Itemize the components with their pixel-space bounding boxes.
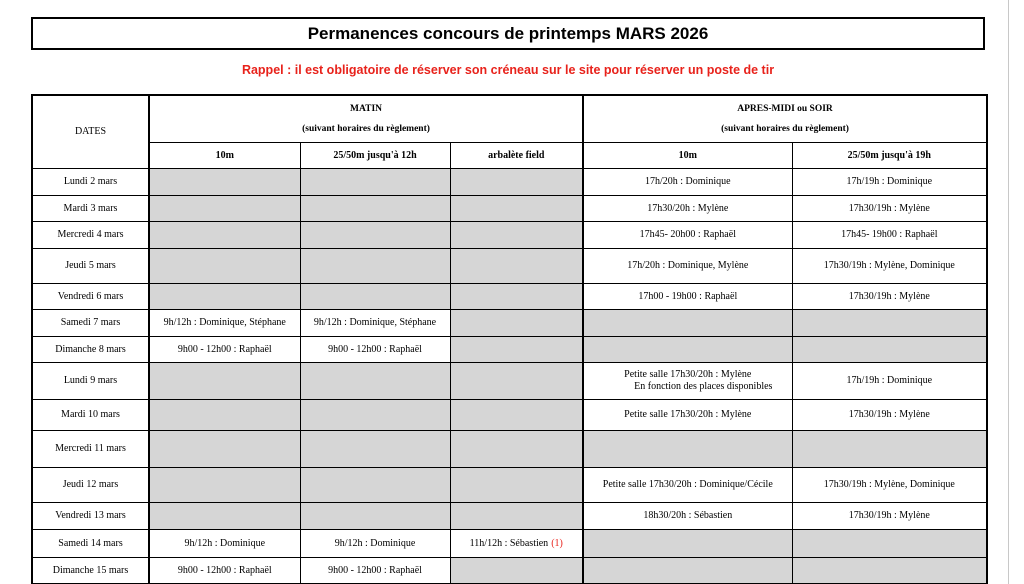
row-date: Jeudi 5 mars	[32, 248, 149, 283]
cell-arbalete	[450, 399, 583, 430]
cell-text: 18h30/20h : Sébastien	[643, 510, 733, 521]
row-date: Mardi 3 mars	[32, 195, 149, 221]
cell-text: 17h30/19h : Mylène	[848, 290, 930, 302]
cell-arbalete	[450, 430, 583, 467]
table-row	[32, 557, 987, 583]
header-matin-sub: (suivant horaires du règlement)	[302, 123, 430, 134]
row-date: Samedi 7 mars	[32, 309, 149, 336]
table-row	[32, 529, 987, 557]
cell-arbalete	[450, 195, 583, 221]
row-date: Lundi 9 mars	[32, 362, 149, 399]
cell-aprem-2550m	[792, 399, 987, 430]
cell-matin-2550m	[300, 430, 450, 467]
cell-arbalete	[450, 248, 583, 283]
col-header-10m-matin: 10m	[149, 142, 300, 168]
cell-text-note: En fonction des places disponibles	[634, 380, 773, 392]
cell-text: 9h/12h : Dominique	[334, 537, 416, 549]
cell-matin-2550m	[300, 283, 450, 309]
cell-aprem-10m	[583, 195, 792, 221]
cell-matin-10m	[149, 557, 300, 583]
cell-text: 17h/19h : Dominique	[846, 176, 933, 187]
cell-aprem-2550m	[792, 195, 987, 221]
cell-text: 17h/20h : Dominique	[645, 176, 731, 187]
page-edge	[1008, 0, 1009, 584]
cell-aprem-10m	[583, 168, 792, 195]
cell-matin-10m	[149, 502, 300, 529]
table-row	[32, 248, 987, 283]
cell-text: 9h00 - 12h00 : Raphaël	[177, 343, 272, 355]
table-row	[32, 195, 987, 221]
table-row	[32, 399, 987, 430]
cell-text: 17h30/19h : Mylène, Dominique	[823, 479, 955, 490]
cell-text: Petite salle 17h30/20h : Mylène	[624, 409, 752, 420]
cell-matin-10m	[149, 195, 300, 221]
table-row	[32, 467, 987, 502]
table-row	[32, 362, 987, 399]
cell-aprem-10m	[583, 399, 792, 430]
cell-text: 17h45- 19h00 : Raphaël	[841, 229, 938, 240]
cell-text: 9h/12h : Dominique	[184, 537, 266, 549]
cell-matin-2550m	[300, 399, 450, 430]
row-date: Jeudi 12 mars	[32, 467, 149, 502]
cell-matin-10m	[149, 399, 300, 430]
cell-aprem-10m	[583, 221, 792, 248]
cell-aprem-10m	[583, 283, 792, 309]
header-aprem	[583, 95, 987, 142]
page-title	[31, 17, 985, 50]
cell-arbalete	[450, 362, 583, 399]
row-date: Mercredi 4 mars	[32, 221, 149, 248]
cell-matin-10m	[149, 362, 300, 399]
cell-matin-10m	[149, 168, 300, 195]
cell-arbalete	[450, 221, 583, 248]
cell-arbalete	[450, 557, 583, 583]
cell-aprem-2550m	[792, 248, 987, 283]
cell-matin-10m	[149, 283, 300, 309]
cell-text: 9h/12h : Dominique, Stéphane	[313, 317, 437, 328]
cell-matin-2550m	[300, 336, 450, 362]
cell-aprem-10m	[583, 248, 792, 283]
row-date: Lundi 2 mars	[32, 168, 149, 195]
cell-aprem-2550m	[792, 309, 987, 336]
row-date: Vendredi 13 mars	[32, 502, 149, 529]
cell-matin-10m	[149, 529, 300, 557]
row-date: Mardi 10 mars	[32, 399, 149, 430]
cell-aprem-2550m	[792, 529, 987, 557]
row-date: Mercredi 11 mars	[32, 430, 149, 467]
reminder-notice: Rappel : il est obligatoire de réserver son créneau sur le site pour réserver un poste de tir	[241, 63, 775, 77]
row-date: Dimanche 15 mars	[32, 557, 149, 583]
cell-matin-10m	[149, 309, 300, 336]
cell-matin-10m	[149, 430, 300, 467]
cell-matin-10m	[149, 336, 300, 362]
col-header-2550-matin: 25/50m jusqu'à 12h	[300, 142, 450, 168]
cell-text: 17h30/19h : Mylène	[848, 409, 930, 420]
cell-text: 9h00 - 12h00 : Raphaël	[177, 564, 272, 576]
header-matin-label: MATIN	[350, 103, 383, 114]
cell-matin-2550m	[300, 529, 450, 557]
cell-text: 17h30/20h : Mylène	[647, 202, 729, 214]
cell-matin-2550m	[300, 168, 450, 195]
cell-arbalete	[450, 309, 583, 336]
schedule-table	[31, 94, 988, 584]
cell-arbalete	[450, 502, 583, 529]
header-matin	[149, 95, 583, 142]
cell-matin-10m	[149, 221, 300, 248]
header-dates-label: DATES	[74, 126, 107, 138]
table-row	[32, 309, 987, 336]
cell-text: 17h30/19h : Mylène, Dominique	[823, 260, 955, 271]
cell-aprem-2550m	[792, 336, 987, 362]
col-header-10m-aprem: 10m	[583, 142, 792, 168]
col-header-arbalete: arbalète field	[450, 142, 583, 168]
header-aprem-sub: (suivant horaires du règlement)	[721, 123, 849, 134]
cell-text: 9h00 - 12h00 : Raphaël	[328, 564, 422, 576]
cell-matin-10m	[149, 248, 300, 283]
schedule-body	[32, 168, 987, 583]
cell-aprem-10m	[583, 430, 792, 467]
cell-text: 9h00 - 12h00 : Raphaël	[328, 343, 422, 355]
cell-matin-10m	[149, 467, 300, 502]
cell-aprem-10m	[583, 502, 792, 529]
cell-text: 17h/20h : Dominique, Mylène	[627, 260, 749, 271]
header-aprem-label: APRES-MIDI ou SOIR	[737, 103, 833, 114]
row-date: Samedi 14 mars	[32, 529, 149, 557]
table-row	[32, 430, 987, 467]
table-row	[32, 502, 987, 529]
cell-aprem-10m	[583, 529, 792, 557]
table-row	[32, 336, 987, 362]
cell-matin-2550m	[300, 309, 450, 336]
cell-text: Petite salle 17h30/20h : Dominique/Cécile	[602, 479, 773, 490]
cell-matin-2550m	[300, 248, 450, 283]
cell-aprem-2550m	[792, 502, 987, 529]
cell-aprem-10m	[583, 362, 792, 399]
page-title-text: Permanences concours de printemps MARS 2026	[307, 23, 709, 43]
cell-arbalete	[450, 283, 583, 309]
cell-text: 17h45- 20h00 : Raphaël	[639, 229, 736, 240]
cell-text: 17h30/19h : Mylène	[848, 202, 930, 214]
cell-aprem-2550m	[792, 168, 987, 195]
cell-aprem-10m	[583, 309, 792, 336]
cell-text: Petite salle 17h30/20h : Mylène	[624, 368, 752, 380]
table-row	[32, 283, 987, 309]
cell-text: 17h00 - 19h00 : Raphaël	[638, 290, 738, 302]
cell-aprem-10m	[583, 336, 792, 362]
cell-text: 17h/19h : Dominique	[846, 375, 933, 386]
cell-text: 9h/12h : Dominique, Stéphane	[163, 317, 286, 328]
cell-text: 17h30/19h : Mylène	[848, 510, 930, 521]
cell-text: 11h/12h : Sébastien	[469, 537, 549, 549]
cell-aprem-2550m	[792, 283, 987, 309]
cell-aprem-2550m	[792, 467, 987, 502]
cell-aprem-10m	[583, 557, 792, 583]
row-date: Vendredi 6 mars	[32, 283, 149, 309]
cell-matin-2550m	[300, 502, 450, 529]
cell-matin-2550m	[300, 221, 450, 248]
cell-arbalete	[450, 336, 583, 362]
row-date: Dimanche 8 mars	[32, 336, 149, 362]
cell-arbalete	[450, 168, 583, 195]
cell-matin-2550m	[300, 467, 450, 502]
header-dates	[32, 95, 149, 168]
cell-matin-2550m	[300, 195, 450, 221]
footnote-marker: (1)	[551, 537, 563, 549]
cell-aprem-2550m	[792, 557, 987, 583]
cell-aprem-2550m	[792, 221, 987, 248]
table-row	[32, 168, 987, 195]
cell-matin-2550m	[300, 362, 450, 399]
cell-aprem-2550m	[792, 430, 987, 467]
col-header-2550-aprem: 25/50m jusqu'à 19h	[792, 142, 987, 168]
cell-matin-2550m	[300, 557, 450, 583]
table-row	[32, 221, 987, 248]
cell-arbalete	[450, 467, 583, 502]
cell-aprem-2550m	[792, 362, 987, 399]
cell-aprem-10m	[583, 467, 792, 502]
cell-arbalete	[450, 529, 583, 557]
